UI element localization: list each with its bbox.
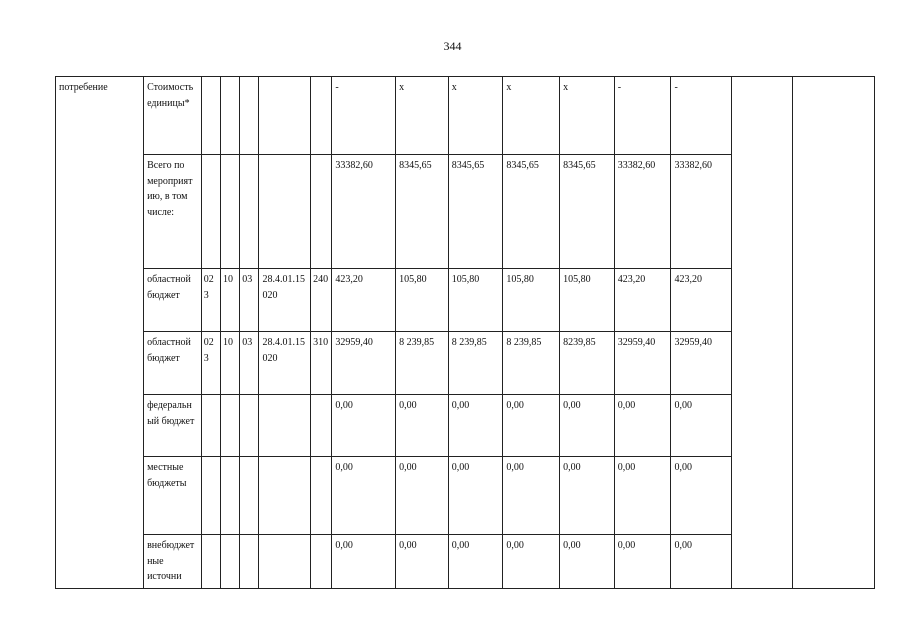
value-cell: - bbox=[671, 77, 732, 155]
value-cell: 8239,85 bbox=[560, 332, 615, 395]
value-cell: 8345,65 bbox=[448, 155, 503, 269]
value-cell: 423,20 bbox=[332, 269, 396, 332]
section-code-cell bbox=[221, 155, 240, 269]
admin-code-cell bbox=[201, 535, 220, 589]
row-label: федеральный бюджет bbox=[144, 395, 202, 457]
value-cell: 105,80 bbox=[396, 269, 449, 332]
value-cell: x bbox=[396, 77, 449, 155]
value-cell: 0,00 bbox=[503, 395, 560, 457]
subsection-code-cell bbox=[240, 457, 259, 535]
value-cell: 0,00 bbox=[396, 535, 449, 589]
target-code-cell: 28.4.01.15020 bbox=[259, 332, 311, 395]
value-cell: 0,00 bbox=[332, 535, 396, 589]
value-cell: 33382,60 bbox=[671, 155, 732, 269]
value-cell: 0,00 bbox=[448, 395, 503, 457]
admin-code-cell bbox=[201, 155, 220, 269]
value-cell: 0,00 bbox=[614, 395, 671, 457]
admin-code-cell bbox=[201, 395, 220, 457]
section-code-cell bbox=[221, 535, 240, 589]
subsection-code-cell: 03 bbox=[240, 269, 259, 332]
value-cell: 8345,65 bbox=[396, 155, 449, 269]
value-cell: 32959,40 bbox=[614, 332, 671, 395]
value-cell: x bbox=[448, 77, 503, 155]
target-code-cell: 28.4.01.15020 bbox=[259, 269, 311, 332]
value-cell: 0,00 bbox=[448, 535, 503, 589]
value-cell: 0,00 bbox=[503, 535, 560, 589]
value-cell: 0,00 bbox=[448, 457, 503, 535]
value-cell: 105,80 bbox=[448, 269, 503, 332]
row-label: местные бюджеты bbox=[144, 457, 202, 535]
value-cell: 33382,60 bbox=[332, 155, 396, 269]
value-cell: 32959,40 bbox=[332, 332, 396, 395]
value-cell: 105,80 bbox=[560, 269, 615, 332]
admin-code-cell: 023 bbox=[201, 269, 220, 332]
expense-type-cell: 310 bbox=[311, 332, 332, 395]
value-cell: - bbox=[614, 77, 671, 155]
expense-type-cell bbox=[311, 535, 332, 589]
value-cell: 0,00 bbox=[560, 395, 615, 457]
value-cell: 423,20 bbox=[671, 269, 732, 332]
target-code-cell bbox=[259, 155, 311, 269]
value-cell: - bbox=[332, 77, 396, 155]
value-cell: 8345,65 bbox=[560, 155, 615, 269]
row-label: Стоимость единицы* bbox=[144, 77, 202, 155]
value-cell: 8 239,85 bbox=[448, 332, 503, 395]
page-number: 344 bbox=[443, 39, 462, 53]
value-cell: x bbox=[560, 77, 615, 155]
expense-type-cell bbox=[311, 457, 332, 535]
empty-cell bbox=[732, 77, 793, 589]
expense-type-cell bbox=[311, 395, 332, 457]
section-code-cell: 10 bbox=[221, 269, 240, 332]
subsection-code-cell bbox=[240, 535, 259, 589]
table-row bbox=[56, 77, 875, 155]
target-code-cell bbox=[259, 457, 311, 535]
target-code-cell bbox=[259, 395, 311, 457]
budget-table bbox=[55, 76, 875, 589]
admin-code-cell: 023 bbox=[201, 332, 220, 395]
value-cell: 423,20 bbox=[614, 269, 671, 332]
expense-type-cell: 240 bbox=[311, 269, 332, 332]
value-cell: 8 239,85 bbox=[503, 332, 560, 395]
expense-type-cell bbox=[311, 155, 332, 269]
value-cell: 0,00 bbox=[503, 457, 560, 535]
value-cell: 105,80 bbox=[503, 269, 560, 332]
section-code-cell bbox=[221, 77, 240, 155]
value-cell: 0,00 bbox=[560, 457, 615, 535]
value-cell: 0,00 bbox=[332, 457, 396, 535]
section-code-cell: 10 bbox=[221, 332, 240, 395]
target-code-cell bbox=[259, 535, 311, 589]
value-cell: 0,00 bbox=[396, 457, 449, 535]
admin-code-cell bbox=[201, 457, 220, 535]
event-name-cell: потребение bbox=[56, 77, 144, 589]
admin-code-cell bbox=[201, 77, 220, 155]
value-cell: 0,00 bbox=[332, 395, 396, 457]
value-cell: 0,00 bbox=[614, 535, 671, 589]
value-cell: 8 239,85 bbox=[396, 332, 449, 395]
section-code-cell bbox=[221, 457, 240, 535]
value-cell: x bbox=[503, 77, 560, 155]
value-cell: 0,00 bbox=[671, 457, 732, 535]
subsection-code-cell bbox=[240, 395, 259, 457]
value-cell: 0,00 bbox=[614, 457, 671, 535]
row-label: внебюджетные источни bbox=[144, 535, 202, 589]
value-cell: 0,00 bbox=[671, 535, 732, 589]
section-code-cell bbox=[221, 395, 240, 457]
row-label: областной бюджет bbox=[144, 332, 202, 395]
value-cell: 8345,65 bbox=[503, 155, 560, 269]
empty-cell bbox=[792, 77, 874, 589]
row-label: областной бюджет bbox=[144, 269, 202, 332]
value-cell: 32959,40 bbox=[671, 332, 732, 395]
value-cell: 33382,60 bbox=[614, 155, 671, 269]
value-cell: 0,00 bbox=[671, 395, 732, 457]
subsection-code-cell: 03 bbox=[240, 332, 259, 395]
subsection-code-cell bbox=[240, 77, 259, 155]
subsection-code-cell bbox=[240, 155, 259, 269]
row-label: Всего по мероприятию, в том числе: bbox=[144, 155, 202, 269]
value-cell: 0,00 bbox=[396, 395, 449, 457]
value-cell: 0,00 bbox=[560, 535, 615, 589]
target-code-cell bbox=[259, 77, 311, 155]
expense-type-cell bbox=[311, 77, 332, 155]
